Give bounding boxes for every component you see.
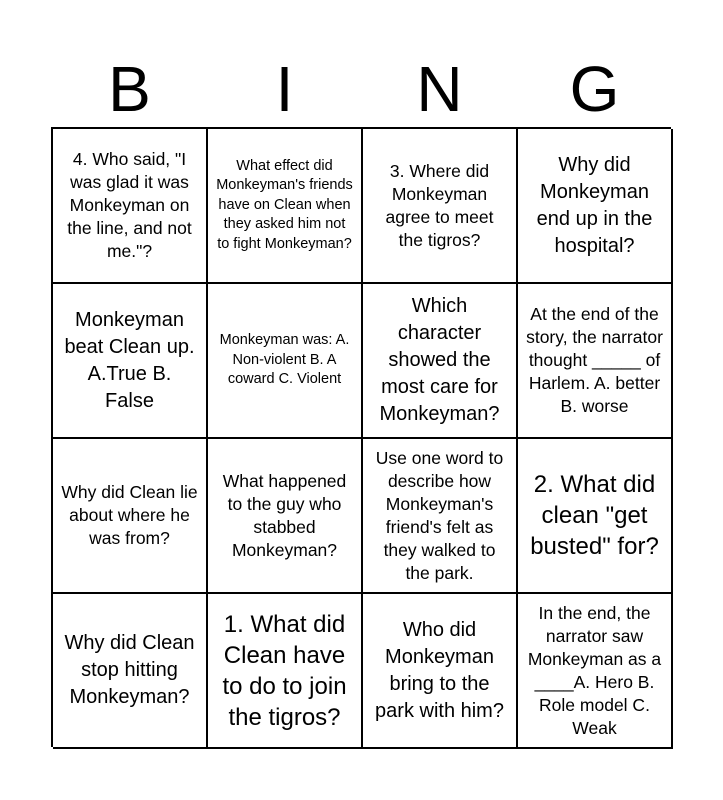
header-letter-i: I [275,53,294,125]
cell-text: What happened to the guy who stabbed Monkeyman? [222,470,347,560]
cell-text: 2. What did clean "get busted" for? [530,471,659,560]
cell-text: Monkeyman was: A. Non-violent B. A coward C. Violent [219,332,350,388]
bingo-cell [363,439,518,594]
bingo-cell [518,594,673,749]
header-letter-b: B [108,53,151,125]
bingo-cell [363,594,518,749]
bingo-cell [518,284,673,439]
cell-text: 3. Where did Monkeyman agree to meet the tigros? [385,160,494,250]
bingo-cell [518,129,673,284]
bingo-cell [518,439,673,594]
bingo-cell [363,129,518,284]
cell-text: Why did Monkeyman end up in the hospital? [536,153,653,257]
bingo-grid [51,127,671,747]
bingo-cell [53,594,208,749]
bingo-cell [53,129,208,284]
cell-text: At the end of the story, the narrator thought _____ of Harlem. A. better B. worse [526,304,663,416]
bingo-cell [363,284,518,439]
header-letter-g: G [569,53,620,125]
bingo-cell [208,439,363,594]
cell-text: In the end, the narrator saw Monkeyman as a ____A. Hero B. Role model C. Weak [527,602,662,738]
cell-text: 1. What did Clean have to do to join the tigros? [222,610,347,731]
cell-text: What effect did Monkeyman's friends have on Clean when they asked him not to fight Monkeyman? [216,157,353,252]
bingo-header [52,50,672,128]
bingo-cell [208,129,363,284]
bingo-cell [208,284,363,439]
cell-text: Why did Clean stop hitting Monkeyman? [64,632,195,708]
cell-text: Use one word to describe how Monkeyman's friend's felt as they walked to the park. [375,447,504,583]
cell-text: Monkeyman beat Clean up. A.True B. False [64,308,195,412]
cell-text: Which character showed the most care for Monkeyman? [379,295,500,425]
bingo-cell [53,284,208,439]
cell-text: 4. Who said, "I was glad it was Monkeyman on the line, and not me."? [67,149,192,261]
bingo-cell [208,594,363,749]
cell-text: Why did Clean lie about where he was from? [61,482,198,548]
bingo-cell [53,439,208,594]
cell-text: Who did Monkeyman bring to the park with him? [375,618,504,722]
header-letter-n: N [416,53,463,125]
